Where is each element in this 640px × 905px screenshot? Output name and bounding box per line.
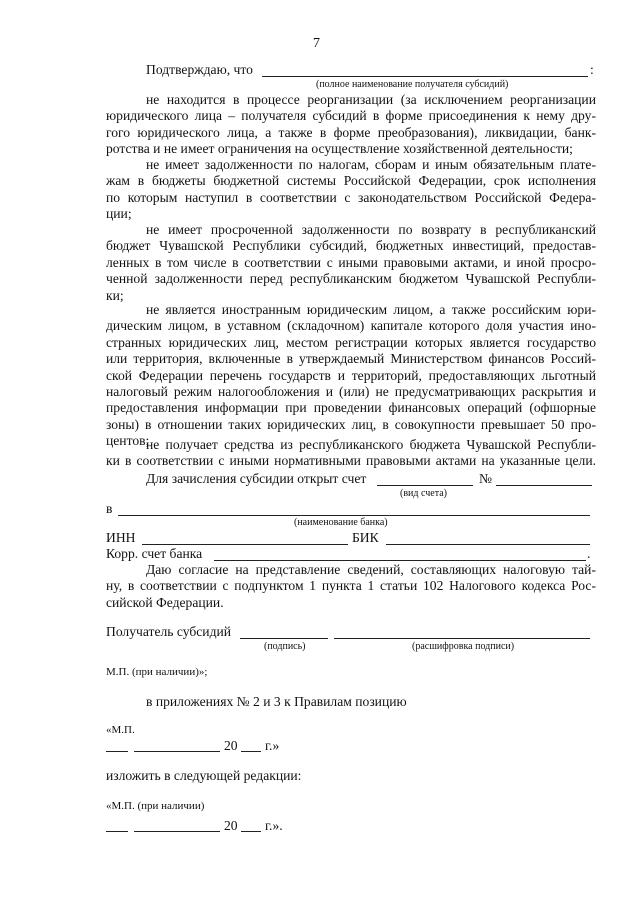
number-sign: № <box>479 471 492 486</box>
page-number: 7 <box>313 36 320 51</box>
account-type-caption: (вид счета) <box>400 488 447 499</box>
paragraph-line: ки в соответствии с иными нормативными правовыми актами на указанные цели. <box>106 453 596 469</box>
bank-prefix: в <box>106 501 113 516</box>
old-month-field[interactable] <box>134 751 220 752</box>
recipient-name-field[interactable] <box>262 76 588 77</box>
bank-name-field[interactable] <box>118 515 590 516</box>
new-year-prefix: 20 <box>224 818 238 833</box>
paragraph-line: налоговый режим налогообложения и (или) не предусматривающих раскрытия и <box>106 383 596 399</box>
inn-label: ИНН <box>106 530 136 545</box>
new-stamp-label: «М.П. (при наличии) <box>106 800 205 812</box>
paragraph-line: юридического лица – получателя субсидий в форме присоединения к нему дру- <box>106 108 596 124</box>
old-year-suffix: г.» <box>265 738 280 753</box>
paragraph-reorganization <box>106 92 596 158</box>
paragraph-line: не является иностранным юридическим лицом, а также российским юри- <box>146 302 596 317</box>
new-day-field[interactable] <box>106 831 128 832</box>
corr-account-label: Корр. счет банка <box>106 546 203 561</box>
signature-caption: (подпись) <box>264 641 306 652</box>
paragraph-line: странных юридических лиц, местом регистрации которых является государство <box>106 334 596 350</box>
new-year-suffix: г.». <box>265 818 283 833</box>
paragraph-line: не получает средства из республиканского бюджета Чувашской Республи- <box>146 437 596 452</box>
corr-account-field[interactable] <box>214 560 586 561</box>
new-year-field[interactable] <box>241 831 261 832</box>
signature-label: Получатель субсидий <box>106 624 232 639</box>
paragraph-line: или территория, включенные в утверждаемый Министерством финансов Россий- <box>106 351 596 367</box>
appendix-text: в приложениях № 2 и 3 к Правилам позицию <box>146 694 407 709</box>
paragraph-line: зоны) в отношении таких юридических лиц, в совокупности превышает 50 про- <box>106 416 596 432</box>
account-number-field[interactable] <box>496 485 592 486</box>
paragraph-line: центов; <box>106 433 150 449</box>
paragraph-line: предоставления информации при проведении финансовых операций (офшорные <box>106 400 596 416</box>
paragraph-overdue-debt <box>106 222 596 304</box>
paragraph-line: по которым наступил в соответствии с законодательством Российской Федера- <box>106 189 596 205</box>
paragraph-line: не имеет задолженности по налогам, сборам и иным обязательным плате- <box>146 157 596 172</box>
paragraph-line: дическим лицом, в уставном (складочном) капитале которого доля участия ино- <box>106 318 596 334</box>
new-month-field[interactable] <box>134 831 220 832</box>
account-lead: Для зачисления субсидии открыт счет <box>146 471 367 486</box>
consent-paragraph <box>106 562 596 611</box>
paragraph-line: Даю согласие на представление сведений, составляющих налоговую тай- <box>146 562 596 577</box>
inn-field[interactable] <box>142 544 348 545</box>
old-stamp-label: «М.П. <box>106 724 135 736</box>
bik-label: БИК <box>352 530 379 545</box>
signature-decode-caption: (расшифровка подписи) <box>412 641 515 652</box>
paragraph-line: ну, в соответствии с подпунктом 1 пункта 1 статьи 102 Налогового кодекса Рос- <box>106 578 596 594</box>
paragraph-line: ки; <box>106 287 124 303</box>
paragraph-line: ротства и не имеет ограничения на осуществление хозяйственной деятельности; <box>106 141 573 157</box>
bik-field[interactable] <box>386 544 590 545</box>
paragraph-foreign-entity <box>106 302 596 450</box>
paragraph-line: гого юридического лица, а также в форме преобразования), ликвидации, банк- <box>106 124 596 140</box>
replace-text: изложить в следующей редакции: <box>106 768 302 783</box>
paragraph-no-funds <box>106 437 596 470</box>
stamp-note: М.П. (при наличии)»; <box>106 666 208 678</box>
corr-account-period: . <box>587 546 591 561</box>
paragraph-line: сийской Федерации. <box>106 594 224 610</box>
paragraph-line: жам в бюджеты бюджетной системы Российской Федерации, срок исполнения <box>106 173 596 189</box>
old-year-field[interactable] <box>241 751 261 752</box>
paragraph-line: ции; <box>106 206 132 222</box>
bank-name-caption: (наименование банка) <box>294 517 388 528</box>
confirm-colon: : <box>590 62 594 77</box>
confirm-lead: Подтверждаю, что <box>146 62 253 77</box>
paragraph-line: ченной задолженности перед республиканским бюджетом Чувашской Республи- <box>106 271 596 287</box>
recipient-name-caption: (полное наименование получателя субсидий) <box>316 79 509 90</box>
paragraph-line: ской Федерации перечень государств и территорий, предоставляющих льготный <box>106 367 596 383</box>
signature-decode-field[interactable] <box>334 638 590 639</box>
paragraph-line: ленных в том числе в соответствии с иными правовыми актами, и иной просро- <box>106 254 596 270</box>
old-day-field[interactable] <box>106 751 128 752</box>
paragraph-line: не находится в процессе реорганизации (за исключением реорганизации <box>146 92 596 107</box>
paragraph-tax-debt <box>106 157 596 223</box>
paragraph-line: бюджет Чувашской Республики субсидий, бюджетных инвестиций, предостав- <box>106 238 596 254</box>
paragraph-line: не имеет просроченной задолженности по возврату в республиканский <box>146 222 596 237</box>
old-year-prefix: 20 <box>224 738 238 753</box>
account-type-field[interactable] <box>377 485 473 486</box>
signature-field[interactable] <box>240 638 328 639</box>
